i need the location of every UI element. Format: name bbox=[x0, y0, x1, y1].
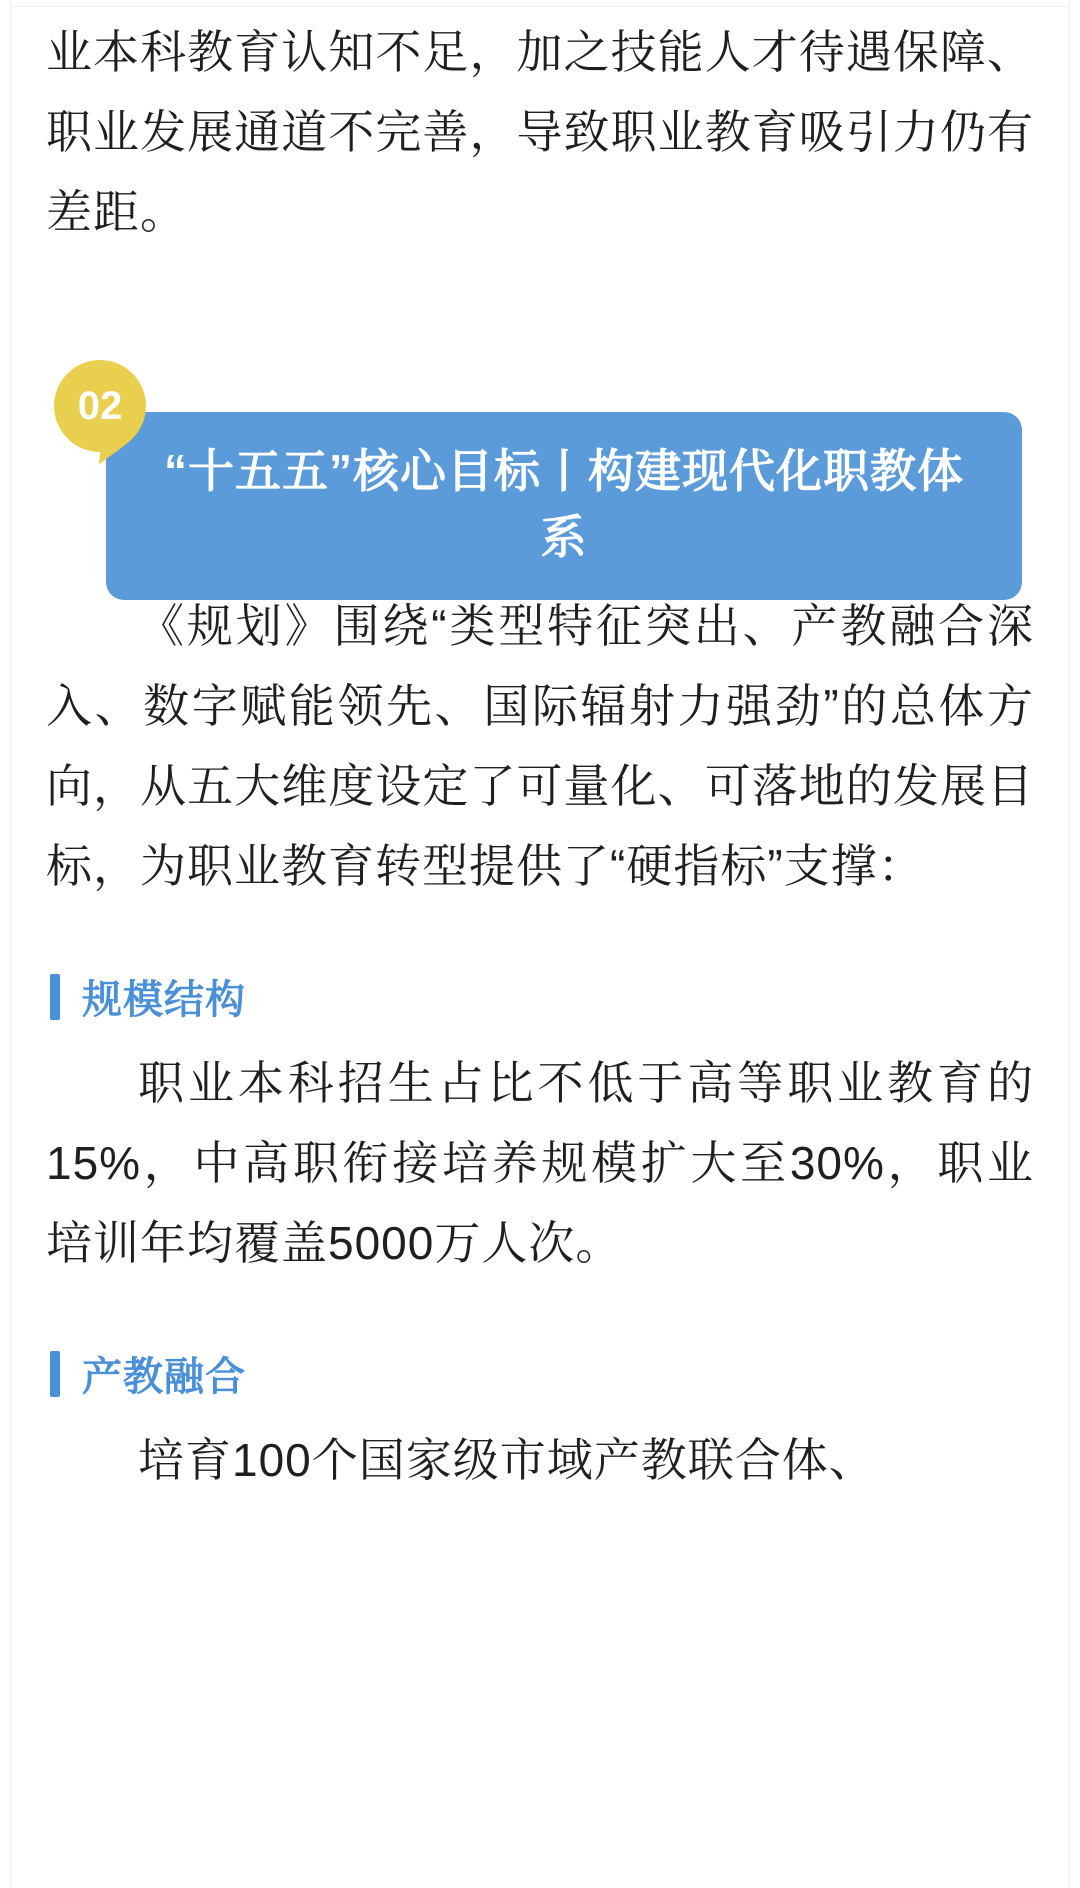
subsection-title: 规模结构 bbox=[82, 978, 246, 1022]
subsection-body-scale: 职业本科招生占比不低于高等职业教育的15%，中高职衔接培养规模扩大至30%，职业培训年均覆盖5000万人次。 bbox=[46, 1057, 1034, 1269]
subsection-body-integration: 培育100个国家级市域产教联合体、 bbox=[138, 1434, 876, 1486]
section-number-badge: 02 bbox=[54, 360, 146, 452]
subsection-title: 产教融合 bbox=[82, 1355, 246, 1399]
intro-paragraph: 业本科教育认知不足，加之技能人才待遇保障、职业发展通道不完善，导致职业教育吸引力仍有差距。 bbox=[46, 26, 1034, 238]
section-title: “十五五”核心目标丨构建现代化职教体系 bbox=[164, 445, 964, 563]
subsection-heading-integration bbox=[46, 1345, 1034, 1402]
section-lead-paragraph: 《规划》围绕“类型特征突出、产教融合深入、数字赋能领先、国际辐射力强劲”的总体方向，从五大维度设定了可量化、可落地的发展目标，为职业教育转型提供了“硬指标”支撑： bbox=[46, 600, 1034, 892]
subsection-heading-scale bbox=[46, 968, 1034, 1025]
accent-bar-icon bbox=[50, 974, 60, 1020]
section-title-banner bbox=[106, 412, 1022, 600]
accent-bar-icon bbox=[50, 1351, 60, 1397]
section-header bbox=[46, 360, 1034, 563]
